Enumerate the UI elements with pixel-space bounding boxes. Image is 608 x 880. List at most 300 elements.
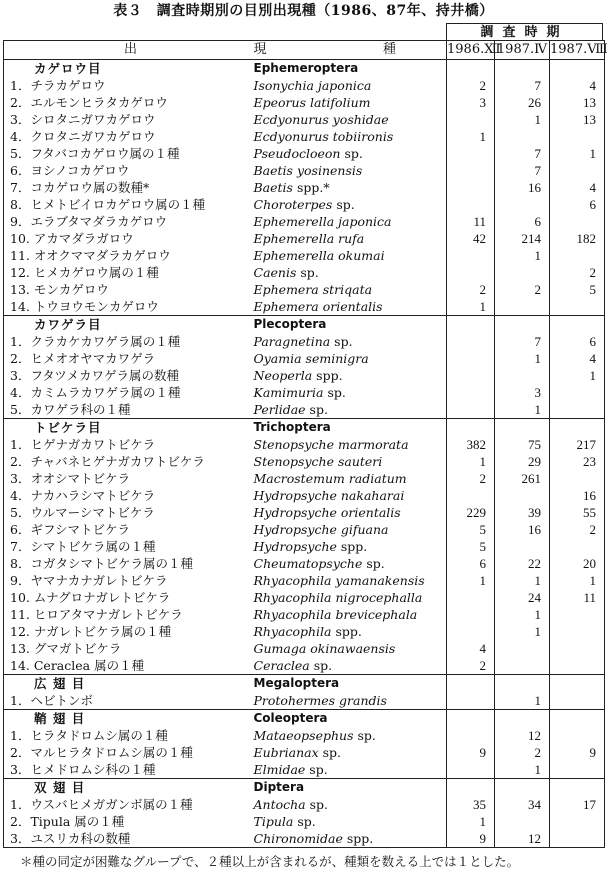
scientific-name-suffix: sp. [332, 197, 355, 212]
scientific-name [254, 453, 447, 470]
count-cell [495, 487, 550, 504]
scientific-name-italic: Oyamia seminigra [253, 351, 369, 366]
count-cell: 1 [495, 401, 550, 419]
scientific-name-italic: Isonychia japonica [253, 78, 372, 93]
count-cell: 4 [447, 640, 495, 657]
count-cell [550, 538, 605, 555]
table-row [4, 487, 605, 504]
scientific-name [254, 692, 447, 710]
count-cell: 35 [447, 796, 495, 813]
count-cell: 13 [550, 111, 605, 128]
scientific-name-italic: Epeorus latifolium [253, 95, 371, 110]
scientific-name [254, 230, 447, 247]
scientific-name [254, 401, 447, 419]
species-name-jp: 8．ヒメトビイロカゲロウ属の１種 [4, 196, 254, 213]
table-row [4, 453, 605, 470]
header-row [4, 41, 605, 60]
count-cell [447, 350, 495, 367]
count-cell: 2 [447, 470, 495, 487]
species-name-jp: 3．シロタニガワカゲロウ [4, 111, 254, 128]
count-cell [447, 179, 495, 196]
period-row [3, 23, 604, 40]
count-cell: 20 [550, 555, 605, 572]
scientific-name-italic: Mataeopsephus [253, 728, 354, 743]
count-cell: 12 [495, 830, 550, 848]
table-row [4, 401, 605, 419]
scientific-name-italic: Ephemera orientalis [253, 299, 383, 314]
count-cell: 2 [550, 521, 605, 538]
count-cell: 16 [550, 487, 605, 504]
count-cell [550, 298, 605, 316]
species-name-jp: 14. トウヨウモンカゲロウ [4, 298, 254, 316]
species-table [3, 40, 608, 848]
count-cell [495, 538, 550, 555]
count-cell: 7 [495, 145, 550, 162]
species-name-jp: 11. オオクママダラカゲロウ [4, 247, 254, 264]
scientific-name-suffix: spp. [342, 831, 374, 846]
count-cell: 16 [495, 179, 550, 196]
scientific-name [254, 538, 447, 555]
order-name-jp: カワゲラ目 [4, 316, 254, 334]
value-cell [550, 419, 605, 437]
count-cell: 261 [495, 470, 550, 487]
table-row [4, 761, 605, 779]
count-cell: 4 [550, 350, 605, 367]
count-cell [447, 384, 495, 401]
table-row [4, 504, 605, 521]
value-cell [495, 779, 550, 797]
species-name-jp: 3．フタツメカワゲラ属の数種 [4, 367, 254, 384]
count-cell: 9 [447, 830, 495, 848]
count-cell: 1 [495, 692, 550, 710]
count-cell: 12 [495, 727, 550, 744]
footnote: ＊種の同定が困難なグループで、２種以上が含まれるが、種類を数える上では１とした。 [20, 854, 520, 869]
species-name-jp: 6．ヨシノコカゲロウ [4, 162, 254, 179]
scientific-name-suffix: spp. [336, 539, 368, 554]
scientific-name [254, 247, 447, 264]
table-row [4, 830, 605, 848]
count-cell: 4 [550, 77, 605, 94]
count-cell [447, 692, 495, 710]
table-row [4, 623, 605, 640]
count-cell [550, 213, 605, 230]
scientific-name-suffix: sp. [330, 334, 353, 349]
count-cell: 2 [447, 657, 495, 675]
count-cell [550, 384, 605, 401]
value-cell [447, 419, 495, 437]
species-name-jp: 2．マルヒラタドロムシ属の１種 [4, 744, 254, 761]
count-cell: 5 [447, 538, 495, 555]
scientific-name-suffix: sp. [305, 797, 329, 812]
scientific-name-italic: Macrostemum radiatum [253, 471, 407, 486]
table-row [4, 657, 605, 675]
scientific-name [254, 281, 447, 298]
count-cell: 4 [550, 179, 605, 196]
count-cell [550, 623, 605, 640]
scientific-name-italic: Baetis yosinensis [253, 163, 363, 178]
species-name-jp: 1．ヒゲナガカワトビケラ [4, 436, 254, 453]
species-name-jp: 4．ナカハラシマトビケラ [4, 487, 254, 504]
table-row [4, 436, 605, 453]
count-cell [447, 727, 495, 744]
order-name-jp: 広 翅 目 [4, 675, 254, 693]
count-cell [550, 162, 605, 179]
value-cell [447, 316, 495, 334]
count-cell [495, 298, 550, 316]
count-cell: 42 [447, 230, 495, 247]
species-name-jp: 13. グマガトビケラ [4, 640, 254, 657]
value-cell [495, 675, 550, 693]
scientific-name-italic: Ecdyonurus tobiironis [253, 129, 394, 144]
scientific-name [254, 521, 447, 538]
order-name-jp: トビケラ目 [4, 419, 254, 437]
count-cell [550, 761, 605, 779]
count-cell: 3 [495, 384, 550, 401]
scientific-name-italic: Ceraclea [253, 658, 310, 673]
species-name-jp: 14. Ceraclea 属の１種 [4, 657, 254, 675]
scientific-name [254, 555, 447, 572]
value-cell [447, 779, 495, 797]
count-cell [447, 623, 495, 640]
count-cell: 55 [550, 504, 605, 521]
value-cell [550, 710, 605, 728]
survey-period-header: 調査時期 [446, 23, 603, 40]
scientific-name-italic: Stenopsyche marmorata [253, 437, 409, 452]
count-cell [495, 367, 550, 384]
scientific-name-italic: Tipula [253, 814, 294, 829]
order-header-row [4, 316, 605, 334]
scientific-name-suffix: spp. [331, 624, 362, 639]
count-cell: 7 [495, 77, 550, 94]
scientific-name [254, 589, 447, 606]
species-name-jp: 1．ウスバヒメガガンボ属の１種 [4, 796, 254, 813]
order-name-jp: 双 翅 目 [4, 779, 254, 797]
count-cell [495, 128, 550, 145]
table-row [4, 247, 605, 264]
table-row [4, 367, 605, 384]
table-row [4, 94, 605, 111]
scientific-name-italic: Hydropsyche [253, 539, 337, 554]
count-cell: 17 [550, 796, 605, 813]
table-row [4, 813, 605, 830]
scientific-name [254, 436, 447, 453]
order-name-jp: 鞘 翅 目 [4, 710, 254, 728]
species-header-char: 現 [253, 42, 267, 57]
column-header-1987-04: 1987.Ⅳ [495, 41, 550, 60]
table-row [4, 128, 605, 145]
table-row [4, 640, 605, 657]
count-cell [550, 606, 605, 623]
species-name-jp: 7．シマトビケラ属の１種 [4, 538, 254, 555]
count-cell: 2 [495, 744, 550, 761]
scientific-name [254, 128, 447, 145]
species-name-jp: 9．エラブタマダラカゲロウ [4, 213, 254, 230]
count-cell [447, 367, 495, 384]
table-row [4, 350, 605, 367]
scientific-name [254, 350, 447, 367]
count-cell [550, 470, 605, 487]
scientific-name-italic: Protohermes grandis [253, 693, 387, 708]
table-row [4, 196, 605, 213]
species-name-jp: 1．ヘビトンボ [4, 692, 254, 710]
scientific-name-italic: Caenis [253, 265, 297, 280]
scientific-name [254, 504, 447, 521]
value-cell [447, 675, 495, 693]
scientific-name-italic: Hydropsyche nakaharai [253, 488, 405, 503]
value-cell [550, 60, 605, 78]
count-cell: 6 [447, 555, 495, 572]
scientific-name [254, 657, 447, 675]
scientific-name-italic: Chironomidae [253, 831, 343, 846]
order-name-en: Trichoptera [254, 419, 447, 437]
scientific-name [254, 727, 447, 744]
species-name-jp: 5．フタバコカゲロウ属の１種 [4, 145, 254, 162]
table-row [4, 692, 605, 710]
species-name-jp: 6．ギフシマトビケラ [4, 521, 254, 538]
count-cell [550, 727, 605, 744]
scientific-name-suffix: sp. [305, 402, 328, 417]
scientific-name-italic: Gumaga okinawaensis [253, 641, 396, 656]
count-cell [550, 813, 605, 830]
table-row [4, 111, 605, 128]
table-row [4, 521, 605, 538]
table-row [4, 145, 605, 162]
scientific-name-italic: Ecdyonurus yoshidae [253, 112, 389, 127]
count-cell: 24 [495, 589, 550, 606]
species-name-jp: 5．ウルマーシマトビケラ [4, 504, 254, 521]
table-row [4, 384, 605, 401]
table-row [4, 796, 605, 813]
order-name-en: Plecoptera [254, 316, 447, 334]
order-header-row [4, 675, 605, 693]
count-cell: 1 [550, 572, 605, 589]
count-cell: 214 [495, 230, 550, 247]
species-name-jp: 11. ヒロアタマナガレトビケラ [4, 606, 254, 623]
value-cell [495, 316, 550, 334]
count-cell: 6 [550, 196, 605, 213]
scientific-name [254, 298, 447, 316]
species-name-jp: 12. ナガレトビケラ属の１種 [4, 623, 254, 640]
order-name-en: Megaloptera [254, 675, 447, 693]
scientific-name-suffix: sp. [318, 745, 342, 760]
scientific-name-italic: Rhyacophila nigrocephalla [253, 590, 423, 605]
scientific-name [254, 470, 447, 487]
table-row [4, 162, 605, 179]
count-cell [550, 657, 605, 675]
count-cell [447, 606, 495, 623]
count-cell: 6 [495, 213, 550, 230]
table-row [4, 744, 605, 761]
count-cell [495, 640, 550, 657]
count-cell [447, 264, 495, 281]
species-name-jp: 2．Tipula 属の１種 [4, 813, 254, 830]
count-cell: 182 [550, 230, 605, 247]
scientific-name [254, 487, 447, 504]
count-cell [447, 145, 495, 162]
table-row [4, 555, 605, 572]
scientific-name-italic: Stenopsyche sauteri [253, 454, 383, 469]
count-cell: 7 [495, 333, 550, 350]
count-cell [447, 196, 495, 213]
count-cell: 1 [447, 298, 495, 316]
column-header-1986-12: 1986.Ⅻ [447, 41, 495, 60]
count-cell: 23 [550, 453, 605, 470]
count-cell [550, 692, 605, 710]
count-cell [550, 830, 605, 848]
count-cell [495, 196, 550, 213]
table-row [4, 589, 605, 606]
scientific-name-italic: Hydropsyche gifuana [253, 522, 389, 537]
scientific-name [254, 179, 447, 196]
value-cell [550, 316, 605, 334]
scientific-name-italic: Ephemera striqata [253, 282, 373, 297]
scientific-name-italic: Ephemerella japonica [253, 214, 392, 229]
count-cell: 11 [447, 213, 495, 230]
count-cell [447, 111, 495, 128]
count-cell: 1 [447, 813, 495, 830]
species-name-jp: 8．コガタシマトビケラ属の１種 [4, 555, 254, 572]
species-name-jp: 9．ヤマナカナガレトビケラ [4, 572, 254, 589]
scientific-name-italic: Pseudocloeon [253, 146, 341, 161]
scientific-name [254, 77, 447, 94]
scientific-name-italic: Choroterpes [253, 197, 333, 212]
species-name-jp: 1．クラカケカワゲラ属の１種 [4, 333, 254, 350]
scientific-name [254, 333, 447, 350]
table-row [4, 538, 605, 555]
table-row [4, 264, 605, 281]
species-name-jp: 1．チラカゲロウ [4, 77, 254, 94]
count-cell: 6 [550, 333, 605, 350]
species-name-jp: 3．オオシマトビケラ [4, 470, 254, 487]
table-row [4, 298, 605, 316]
species-header-char: 種 [383, 42, 397, 57]
count-cell [550, 401, 605, 419]
count-cell [447, 162, 495, 179]
species-name-jp: 10. アカマダラガロウ [4, 230, 254, 247]
count-cell [447, 333, 495, 350]
species-name-jp: 2．チャバネヒゲナガカワトビケラ [4, 453, 254, 470]
table-row [4, 213, 605, 230]
scientific-name [254, 572, 447, 589]
count-cell: 2 [495, 281, 550, 298]
count-cell: 1 [495, 572, 550, 589]
value-cell [447, 710, 495, 728]
scientific-name-italic: Ephemerella okumai [253, 248, 385, 263]
species-name-jp: 7．コカゲロウ属の数種* [4, 179, 254, 196]
scientific-name [254, 623, 447, 640]
count-cell: 1 [550, 145, 605, 162]
count-cell: 382 [447, 436, 495, 453]
scientific-name-suffix: sp. [305, 762, 328, 777]
count-cell: 2 [447, 281, 495, 298]
count-cell: 229 [447, 504, 495, 521]
table-row [4, 179, 605, 196]
scientific-name-suffix: sp. [362, 556, 385, 571]
value-cell [447, 60, 495, 78]
column-header-1987-08: 1987.Ⅷ [550, 41, 605, 60]
count-cell [447, 761, 495, 779]
scientific-name-suffix: sp. [309, 658, 333, 673]
count-cell: 1 [550, 367, 605, 384]
species-name-jp: 3．ユスリカ科の数種 [4, 830, 254, 848]
count-cell: 1 [495, 623, 550, 640]
count-cell [495, 813, 550, 830]
scientific-name [254, 367, 447, 384]
count-cell [495, 657, 550, 675]
table-row [4, 230, 605, 247]
scientific-name [254, 264, 447, 281]
scientific-name-italic: Baetis [253, 180, 293, 195]
count-cell: 2 [447, 77, 495, 94]
scientific-name [254, 94, 447, 111]
scientific-name [254, 640, 447, 657]
table-row [4, 470, 605, 487]
order-name-en: Diptera [254, 779, 447, 797]
count-cell: 26 [495, 94, 550, 111]
scientific-name [254, 606, 447, 623]
count-cell [447, 247, 495, 264]
count-cell: 1 [495, 606, 550, 623]
table-row [4, 281, 605, 298]
count-cell [495, 264, 550, 281]
scientific-name [254, 761, 447, 779]
scientific-name [254, 796, 447, 813]
value-cell [495, 710, 550, 728]
value-cell [495, 60, 550, 78]
scientific-name-italic: Rhyacophila brevicephala [253, 607, 418, 622]
species-name-jp: 2．ヒメオオヤマカワゲラ [4, 350, 254, 367]
scientific-name [254, 111, 447, 128]
count-cell: 5 [550, 281, 605, 298]
table-row [4, 77, 605, 94]
scientific-name-italic: Ephemerella rufa [253, 231, 365, 246]
count-cell [447, 487, 495, 504]
count-cell: 13 [550, 94, 605, 111]
scientific-name [254, 196, 447, 213]
count-cell [550, 128, 605, 145]
order-name-en: Coleoptera [254, 710, 447, 728]
value-cell [550, 779, 605, 797]
order-name-en: Ephemeroptera [254, 60, 447, 78]
scientific-name-italic: Kamimuria [253, 385, 324, 400]
scientific-name-suffix: sp. [293, 814, 316, 829]
scientific-name-italic: Rhyacophila yamanakensis [253, 573, 425, 588]
scientific-name-italic: Antocha [253, 797, 306, 812]
scientific-name [254, 213, 447, 230]
count-cell: 1 [495, 761, 550, 779]
count-cell: 16 [495, 521, 550, 538]
count-cell: 3 [447, 94, 495, 111]
count-cell: 2 [550, 264, 605, 281]
count-cell: 1 [447, 572, 495, 589]
scientific-name [254, 162, 447, 179]
species-name-jp: 5．カワゲラ科の１種 [4, 401, 254, 419]
value-cell [495, 419, 550, 437]
count-cell [447, 589, 495, 606]
scientific-name-italic: Eubrianax [253, 745, 319, 760]
count-cell: 39 [495, 504, 550, 521]
order-name-jp: カゲロウ目 [4, 60, 254, 78]
count-cell: 1 [447, 453, 495, 470]
order-header-row [4, 419, 605, 437]
species-name-jp: 13. モンカゲロウ [4, 281, 254, 298]
species-name-jp: 12. ヒメカゲロウ属の１種 [4, 264, 254, 281]
species-name-jp: 2．エルモンヒラタカゲロウ [4, 94, 254, 111]
species-name-jp: 10. ムナグロナガレトビケラ [4, 589, 254, 606]
scientific-name-italic: Perlidae [253, 402, 306, 417]
count-cell: 1 [495, 111, 550, 128]
count-cell: 5 [447, 521, 495, 538]
